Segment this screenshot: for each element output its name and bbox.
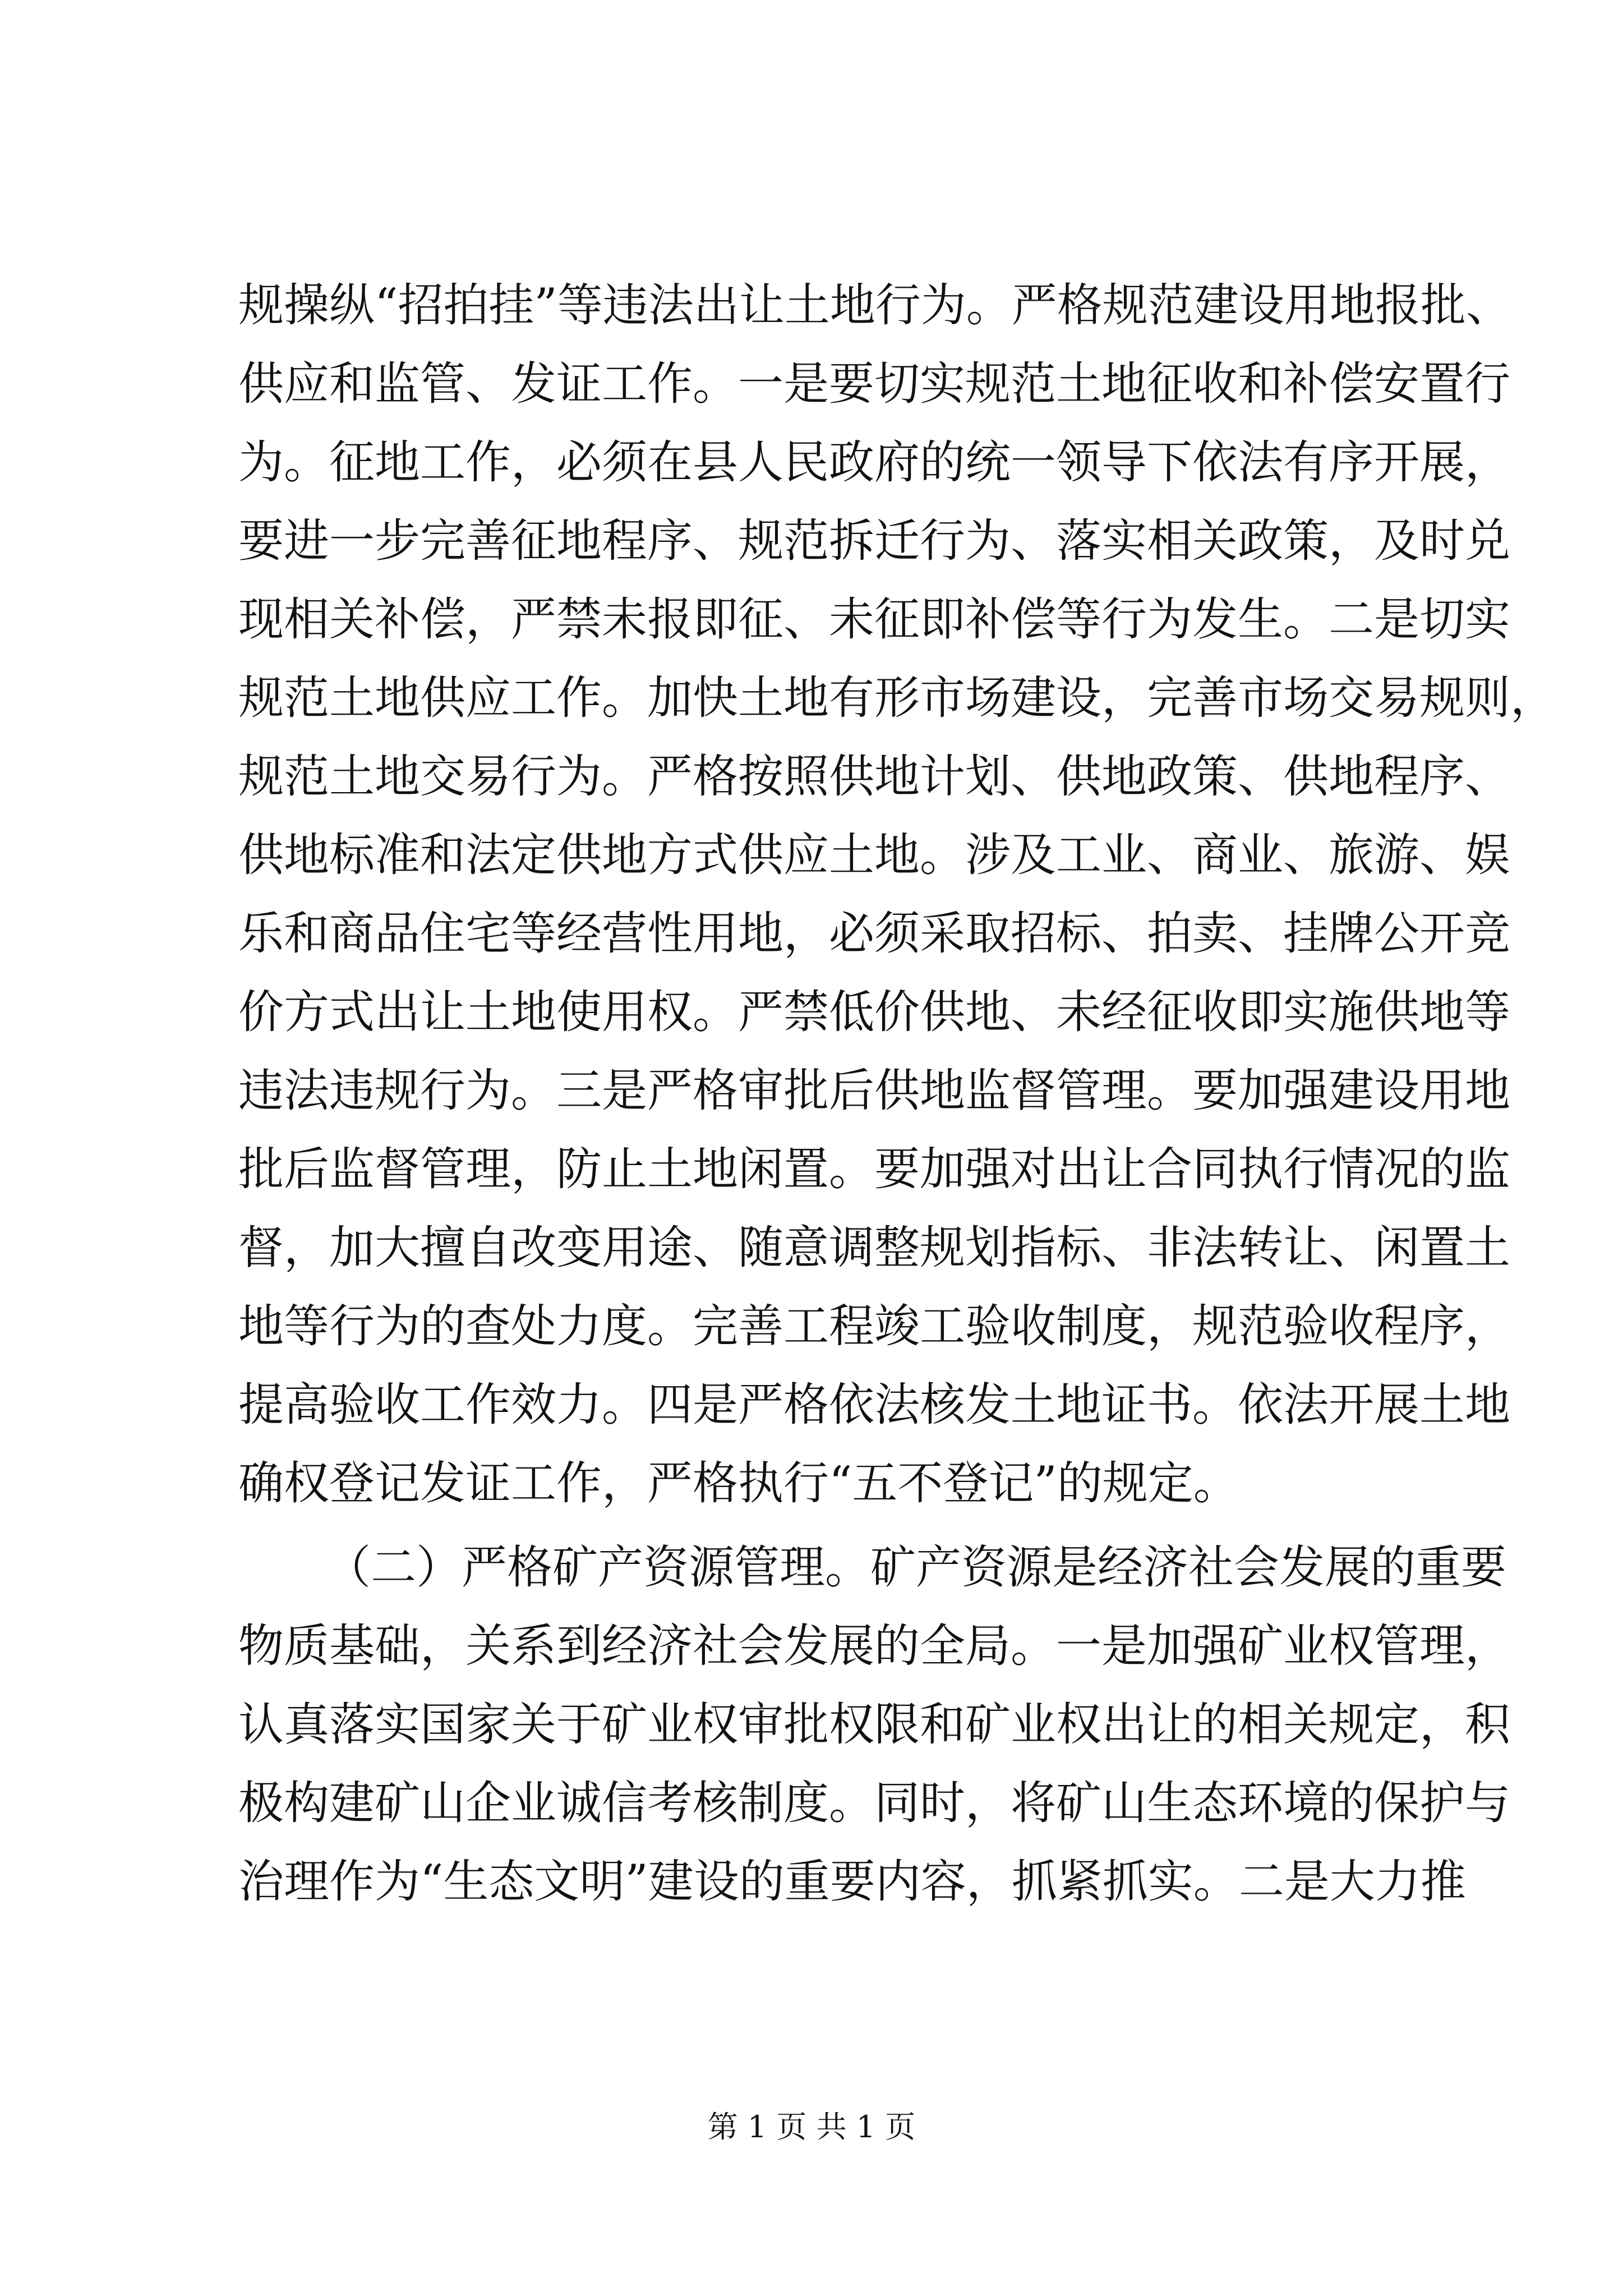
text-line: 规操纵“招拍挂”等违法出让土地行为。严格规范建设用地报批、 [238, 279, 1511, 332]
text-line: 供地标准和法定供地方式供应土地。涉及工业、商业、旅游、娱 [238, 829, 1511, 882]
text-line: 违法违规行为。三是严格审批后供地监督管理。要加强建设用地 [238, 1065, 1511, 1117]
text-line: 地等行为的查处力度。完善工程竣工验收制度，规范验收程序， [238, 1300, 1511, 1353]
text-line: 治理作为“生态文明”建设的重要内容，抓紧抓实。二是大力推 [238, 1856, 1466, 1908]
text-line: 价方式出让土地使用权。严禁低价供地、未经征收即实施供地等 [238, 986, 1511, 1039]
text-line: 确权登记发证工作，严格执行“五不登记”的规定。 [238, 1457, 1239, 1510]
text-line: 规范土地供应工作。加快土地有形市场建设，完善市场交易规则， [238, 672, 1556, 725]
text-line: 要进一步完善征地程序、规范拆迁行为、落实相关政策，及时兑 [238, 515, 1511, 568]
text-line: 规范土地交易行为。严格按照供地计划、供地政策、供地程序、 [238, 751, 1511, 803]
paragraph-first-line: （二）严格矿产资源管理。矿产资源是经济社会发展的重要 [325, 1542, 1507, 1594]
text-line: 认真落实国家关于矿业权审批权限和矿业权出让的相关规定，积 [238, 1699, 1511, 1751]
text-line: 督，加大擅自改变用途、随意调整规划指标、非法转让、闲置土 [238, 1222, 1511, 1274]
text-line: 为。征地工作，必须在县人民政府的统一领导下依法有序开展， [238, 436, 1511, 489]
text-line: 极构建矿山企业诚信考核制度。同时，将矿山生态环境的保护与 [238, 1777, 1511, 1830]
text-line: 提高验收工作效力。四是严格依法核发土地证书。依法开展土地 [238, 1379, 1511, 1432]
text-line: 物质基础，关系到经济社会发展的全局。一是加强矿业权管理， [238, 1620, 1511, 1673]
page-footer: 第 1 页 共 1 页 [707, 2109, 916, 2145]
text-line: 供应和监管、发证工作。一是要切实规范土地征收和补偿安置行 [238, 358, 1511, 411]
text-line: 现相关补偿，严禁未报即征、未征即补偿等行为发生。二是切实 [238, 593, 1511, 646]
text-line: 批后监督管理，防止土地闲置。要加强对出让合同执行情况的监 [238, 1143, 1511, 1196]
text-line: 乐和商品住宅等经营性用地，必须采取招标、拍卖、挂牌公开竞 [238, 908, 1511, 960]
